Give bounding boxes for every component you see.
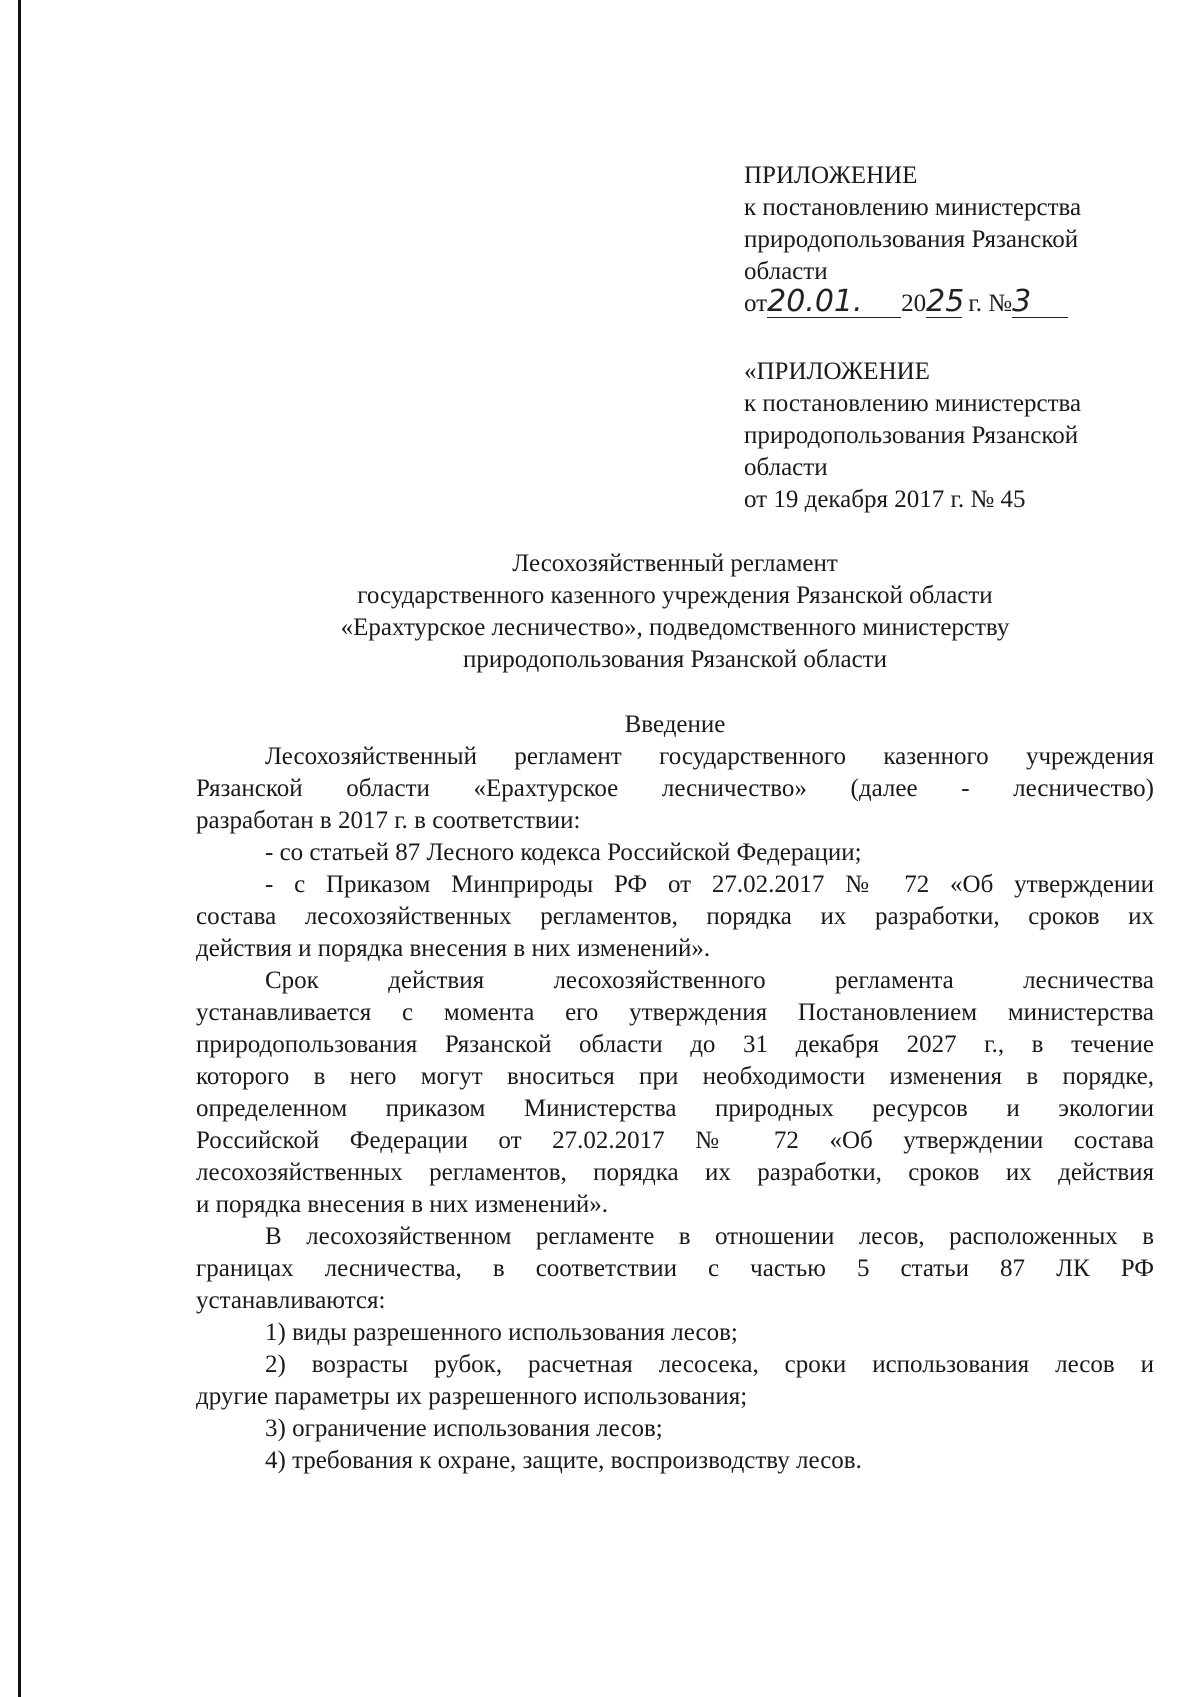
appendix-line: к постановлению министерства xyxy=(744,390,1082,417)
handwritten-year: 25 xyxy=(926,284,965,319)
list-item: 1) виды разрешенного использования лесов; xyxy=(265,1319,738,1346)
year-suffix: г. № xyxy=(968,290,1013,317)
appendix-date: от 19 декабря 2017 г. № 45 xyxy=(744,486,1026,513)
handwritten-year-field xyxy=(926,284,965,319)
appendix-line: природопользования Рязанской xyxy=(744,422,1079,449)
paragraph-line: природопользования Рязанской области до 31 декабря 2027 г., в течение xyxy=(196,1031,1154,1058)
paragraph-line: Лесохозяйственный регламент государственного казенного учреждения xyxy=(265,743,1154,770)
paragraph-line: состава лесохозяйственных регламентов, порядка их разработки, сроков их xyxy=(196,903,1154,930)
appendix-line: области xyxy=(744,454,828,481)
appendix-label: «ПРИЛОЖЕНИЕ xyxy=(744,358,930,385)
paragraph-line: - с Приказом Минприроды РФ от 27.02.2017 № 72 «Об утверждении xyxy=(265,871,1154,898)
appendix-line: к постановлению министерства xyxy=(744,194,1082,221)
paragraph-line: Срок действия лесохозяйственного регламента лесничества xyxy=(265,967,1154,994)
list-item: 4) требования к охране, защите, воспроизводству лесов. xyxy=(265,1447,862,1474)
appendix-line: природопользования Рязанской xyxy=(744,226,1079,253)
handwritten-date: 20.01. xyxy=(767,284,863,319)
paragraph-line: устанавливается с момента его утверждения Постановлением министерства xyxy=(196,999,1154,1026)
paragraph-line: которого в него могут вноситься при необходимости изменения в порядке, xyxy=(196,1063,1154,1090)
title-line: «Ерахтурское лесничество», подведомственного министерству xyxy=(340,614,1010,641)
paragraph-line: определенном приказом Министерства природных ресурсов и экологии xyxy=(196,1095,1154,1122)
handwritten-date-field xyxy=(767,284,901,319)
paragraph-line: В лесохозяйственном регламенте в отношении лесов, расположенных в xyxy=(265,1223,1154,1250)
section-title: Введение xyxy=(624,711,726,738)
appendix-header-original xyxy=(744,356,1164,516)
document-body xyxy=(196,741,1154,1477)
paragraph-line: Рязанской области «Ерахтурское лесничество» (далее - лесничество) xyxy=(196,775,1154,802)
appendix-label: ПРИЛОЖЕНИЕ xyxy=(744,162,918,189)
list-item: 3) ограничение использования лесов; xyxy=(265,1415,663,1442)
document-title xyxy=(200,548,1150,676)
paragraph-line: границах лесничества, в соответствии с частью 5 статьи 87 ЛК РФ xyxy=(196,1255,1154,1282)
list-item: 2) возрасты рубок, расчетная лесосека, сроки использования лесов и xyxy=(265,1351,1154,1378)
paragraph-line: Российской Федерации от 27.02.2017 № 72 «Об утверждении состава xyxy=(196,1127,1154,1154)
handwritten-number-field xyxy=(1012,284,1068,319)
paragraph-line: лесохозяйственных регламентов, порядка их разработки, сроков их действия xyxy=(196,1159,1154,1186)
appendix-line: области xyxy=(744,258,828,285)
title-line: государственного казенного учреждения Рязанской области xyxy=(357,582,993,609)
handwritten-number: 3 xyxy=(1012,284,1032,319)
title-line: Лесохозяйственный регламент xyxy=(512,550,838,577)
scan-edge-line xyxy=(18,0,21,1697)
year-prefix: 20 xyxy=(901,290,927,317)
appendix-header-current xyxy=(744,160,1164,320)
date-prefix: от xyxy=(744,290,768,317)
paragraph-line: разработан в 2017 г. в соответствии: xyxy=(196,807,581,834)
paragraph-line: и порядка внесения в них изменений». xyxy=(196,1191,608,1218)
title-line: природопользования Рязанской области xyxy=(463,646,887,673)
paragraph-line: устанавливаются: xyxy=(196,1287,386,1314)
list-item-continuation: другие параметры их разрешенного использования; xyxy=(196,1383,748,1410)
paragraph-line: действия и порядка внесения в них изменений». xyxy=(196,935,711,962)
appendix-date-line xyxy=(744,284,1164,320)
paragraph-line: - со статьей 87 Лесного кодекса Российской Федерации; xyxy=(265,839,862,866)
